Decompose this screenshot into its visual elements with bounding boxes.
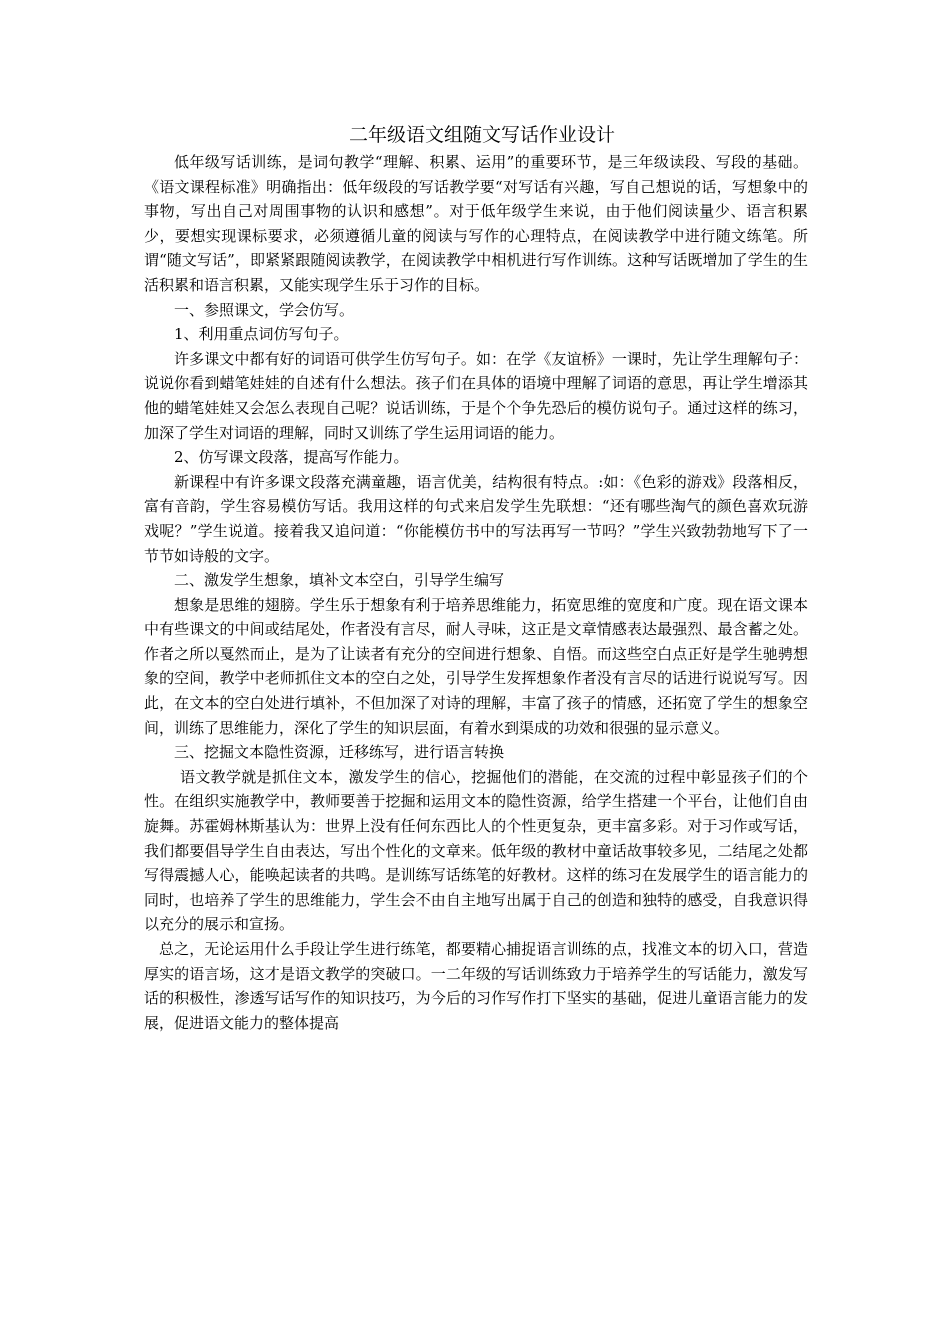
paragraph-conclusion: 总之，无论运用什么手段让学生进行练笔，都要精心捕捉语言训练的点，找准文本的切入口，营造厚实的语言场，这才是语文教学的突破口。一二年级的写话训练致力于培养学生的写话能力，激发写话的积极性，渗透写话写作的知识技巧，为今后的习作写作打下坚实的基础，促进儿童语言能力的发展，促进语文能力的整体提高 (144, 940, 808, 1032)
paragraph-1-2: 新课程中有许多课文段落充满童趣，语言优美，结构很有特点。:如：《色彩的游戏》段落相反，富有音韵，学生容易模仿写话。我用这样的句式来启发学生先联想：“还有哪些淘气的颜色喜欢玩游戏呢？”学生说道。接着我又追问道：“你能模仿书中的写法再写一节吗？”学生兴致勃勃地写下了一节节如诗般的文字。 (144, 472, 808, 565)
paragraph-3: 语文教学就是抓住文本，激发学生的信心，挖掘他们的潜能，在交流的过程中彰显孩子们的个性。在组织实施教学中，教师要善于挖掘和运用文本的隐性资源，给学生搭建一个平台，让他们自由旋舞。苏霍姆林斯基认为：世界上没有任何东西比人的个性更复杂，更丰富多彩。对于习作或写话，我们都要倡导学生自由表达，写出个性化的文章来。低年级的教材中童话故事较多见，二结尾之处都写得震撼人心，能唤起读者的共鸣。是训练写话练笔的好教材。这样的练习在发展学生的语言能力的同时，也培养了学生的思维能力，学生会不由自主地写出属于自己的创造和独特的感受，自我意识得以充分的展示和宣扬。 (144, 767, 808, 934)
paragraph-2: 想象是思维的翅膀。学生乐于想象有利于培养思维能力，拓宽思维的宽度和广度。现在语文课本中有些课文的中间或结尾处，作者没有言尽，耐人寻味，这正是文章情感表达最强烈、最含蓄之处。作者之所以戛然而止，是为了让读者有充分的空间进行想象、自悟。而这些空白点正好是学生驰骋想象的空间，教学中老师抓住文本的空白之处，引导学生发挥想象作者没有言尽的话进行说说写写。因此，在文本的空白处进行填补，不但加深了对诗的理解，丰富了孩子的情感，还拓宽了学生的想象空间，训练了思维能力，深化了学生的知识层面，有着水到渠成的功效和很强的显示意义。 (144, 595, 808, 737)
subheading-1-2: 2、仿写课文段落，提高写作能力。 (174, 448, 409, 467)
heading-section-1: 一、参照课文，学会仿写。 (174, 300, 355, 319)
heading-section-2: 二、激发学生想象，填补文本空白，引导学生编写 (174, 571, 505, 590)
document-title: 二年级语文组随文写话作业设计 (348, 124, 615, 146)
paragraph-intro: 低年级写话训练，是词句教学“理解、积累、运用”的重要环节，是三年级读段、写段的基础。《语文课程标准》明确指出：低年级段的写话教学要“对写话有兴趣，写自己想说的话，写想象中的事物，写出自己对周围事物的认识和感想”。对于低年级学生来说，由于他们阅读量少、语言积累少，要想实现课标要求，必须遵循儿童的阅读与写作的心理特点，在阅读教学中进行随文练笔。所谓“随文写话”，即紧紧跟随阅读教学，在阅读教学中相机进行写作训练。这种写话既增加了学生的生活积累和语言积累，又能实现学生乐于习作的目标。 (144, 153, 808, 294)
subheading-1-1: 1、利用重点词仿写句子。 (174, 325, 349, 344)
document-page (144, 120, 808, 1035)
paragraph-1-1: 许多课文中都有好的词语可供学生仿写句子。如：在学《友谊桥》一课时，先让学生理解句子：说说你看到蜡笔娃娃的自述有什么想法。孩子们在具体的语境中理解了词语的意思，再让学生增添其他的蜡笔娃娃又会怎么表现自己呢？说话训练，于是个个争先恐后的模仿说句子。通过这样的练习，加深了学生对词语的理解，同时又训练了学生运用词语的能力。 (144, 349, 808, 442)
heading-section-3: 三、挖掘文本隐性资源，迁移练写，进行语言转换 (174, 743, 505, 762)
